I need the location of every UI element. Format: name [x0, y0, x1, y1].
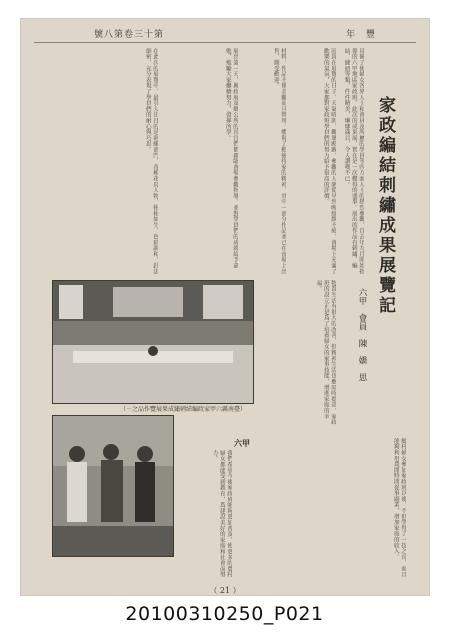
archive-id-label: 20100310250_P021 [125, 603, 324, 625]
exhibition-hall-image [53, 281, 253, 403]
text-column-6: 物質生活有很大的改善，但精神生活也應同時提高，家政班的設立正是爲了培養婦女的家事技能，增進家庭的幸福。 [315, 280, 336, 425]
magazine-page [20, 18, 430, 596]
photo-caption: （ㄧ之品作覽展果成繡刺結編政家甲六縣南臺） [119, 406, 246, 413]
text-column-2: 因爲在展覽的日子，天氣晴朗，觀眾踴躍，參觀的人潮從早到晚絡繹不絕，會場上充滿了歡樂的氣氛，大家都對家政班學員們的努力給予很高的評價。 [322, 48, 336, 275]
text-column-1: 具備了使婦女各界人士和會員及所屬的學員等四方面人士的熱烈參觀，自去年九月開始指導的六甲地區家政班，此次的成果展，實在是一次難得的盛事。展出的作品有刺繡、編結、縫紉等類，件件精美，琳瑯滿目，令人讚嘆不已。 [343, 48, 364, 275]
section-subhead: 六甲 [234, 438, 250, 448]
exhibition-hall-photo [52, 280, 254, 404]
text-column-8: 我們希望今後家政班能夠更加普及，使更多的農村婦女都能受到教育，爲建設美好的家庭和社會而努力。 [211, 450, 232, 578]
text-column-5: 在此次的展覽中，最引人注目的是刺繡部門，各種花鳥人物，栩栩如生，色彩調和，針法細密，充分表現了學員們的耐心與巧思。 [144, 48, 158, 275]
article-author: 六甲 會員 陳 嬌 思 [357, 288, 367, 382]
text-column-7: 鄉村婦女參加家政班以後，不但學得了一技之長，而且能夠利用農閒時間從事副業，增加家庭的收入。 [392, 438, 406, 578]
text-column-3: 材料，作品不僅美觀而且實用，體現了勤儉持家的精神，其中一部分作品並已在市場上出售，頗受歡迎。 [272, 48, 286, 275]
page-header [34, 24, 416, 43]
page-number: （ 21 ） [209, 586, 241, 595]
issue-info: 號八第卷三十第 [94, 30, 165, 40]
article-title: 家政編結刺繡成果展覽記 [375, 96, 395, 316]
magazine-name: 年 豐 [345, 30, 376, 40]
group-photo [52, 415, 174, 557]
text-column-4: 展出第一天，縣政府及鄉公所的長官們都親臨會場參觀指導，並對學員們的成就給予嘉勉，勉勵大家繼續努力，發揮所學。 [224, 48, 238, 269]
group-photo-image [53, 416, 173, 556]
